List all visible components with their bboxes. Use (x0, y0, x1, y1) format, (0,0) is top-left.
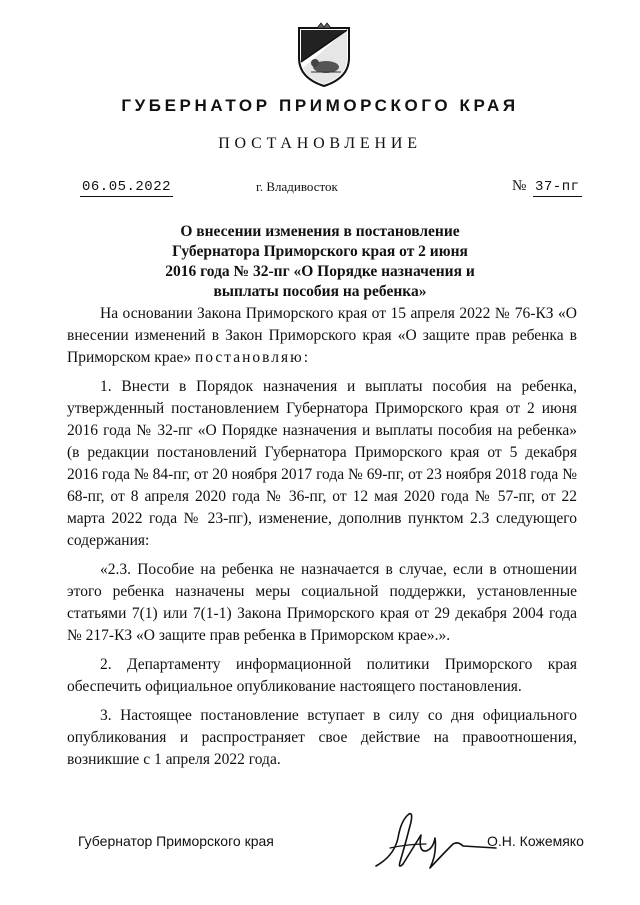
title-line: О внесении изменения в постановление (180, 223, 460, 240)
title-line: 2016 года № 32-пг «О Порядке назначения и (165, 263, 475, 280)
coat-of-arms-icon (293, 22, 355, 88)
document-body (67, 303, 577, 778)
document-date: 06.05.2022 (82, 179, 172, 195)
document-city: г. Владивосток (256, 179, 338, 194)
preamble-text: На основании Закона Приморского края от 15 апреля 2022 № 76-КЗ «О внесении изменений в Закон Приморского края «О защите прав ребенка в Приморском крае» (67, 305, 577, 366)
signer-title: Губернатор Приморского края (78, 833, 274, 849)
item-3-paragraph: 3. Настоящее постановление вступает в силу со дня официального опубликования и распространяет свое действие на правоотношения, возникшие с 1 апреля 2022 года. (67, 707, 577, 768)
item-2-paragraph: 2. Департаменту информационной политики Приморского края обеспечить официальное опубликование настоящего постановления. (67, 656, 577, 695)
title-line: выплаты пособия на ребенка» (213, 283, 427, 300)
preamble-paragraph (67, 303, 577, 369)
document-number: 37-пг (535, 179, 580, 195)
quoted-amendment-paragraph: «2.3. Пособие на ребенка не назначается в случае, если в отношении этого ребенка назначены меры социальной поддержки, установленные статьями 7(1) или 7(1-1) Закона Приморского края от 29 декабря 2004 года № 217-КЗ «О защите прав ребенка в Приморском крае».». (67, 561, 577, 644)
preamble-verb: постановляю: (194, 349, 311, 366)
handwritten-signature-icon (368, 808, 498, 874)
number-label: № (512, 178, 527, 194)
title-line: Губернатора Приморского края от 2 июня (172, 243, 468, 260)
signer-name: О.Н. Кожемяко (487, 833, 584, 849)
document-title (0, 222, 640, 302)
item-1-paragraph: 1. Внести в Порядок назначения и выплаты пособия на ребенка, утвержденный постановлением Губернатора Приморского края от 2 июня 2016 года № 32-пг «О Порядке назначения и выплаты пособия на ребенка» (в редакции постановлений Губернатора Приморского края от 5 декабря 2016 года № 84-пг, от 20 ноября 2017 года № 69-пг, от 23 ноября 2018 года № 68-пг, от 8 апреля 2020 года № 36-пг, от 12 мая 2020 года № 57-пг, от 22 марта 2022 года № 23-пг), изменение, дополнив пунктом 2.3 следующего содержания: (67, 378, 577, 549)
issuing-authority: ГУБЕРНАТОР ПРИМОРСКОГО КРАЯ (121, 96, 519, 115)
document-type: ПОСТАНОВЛЕНИЕ (218, 135, 422, 152)
